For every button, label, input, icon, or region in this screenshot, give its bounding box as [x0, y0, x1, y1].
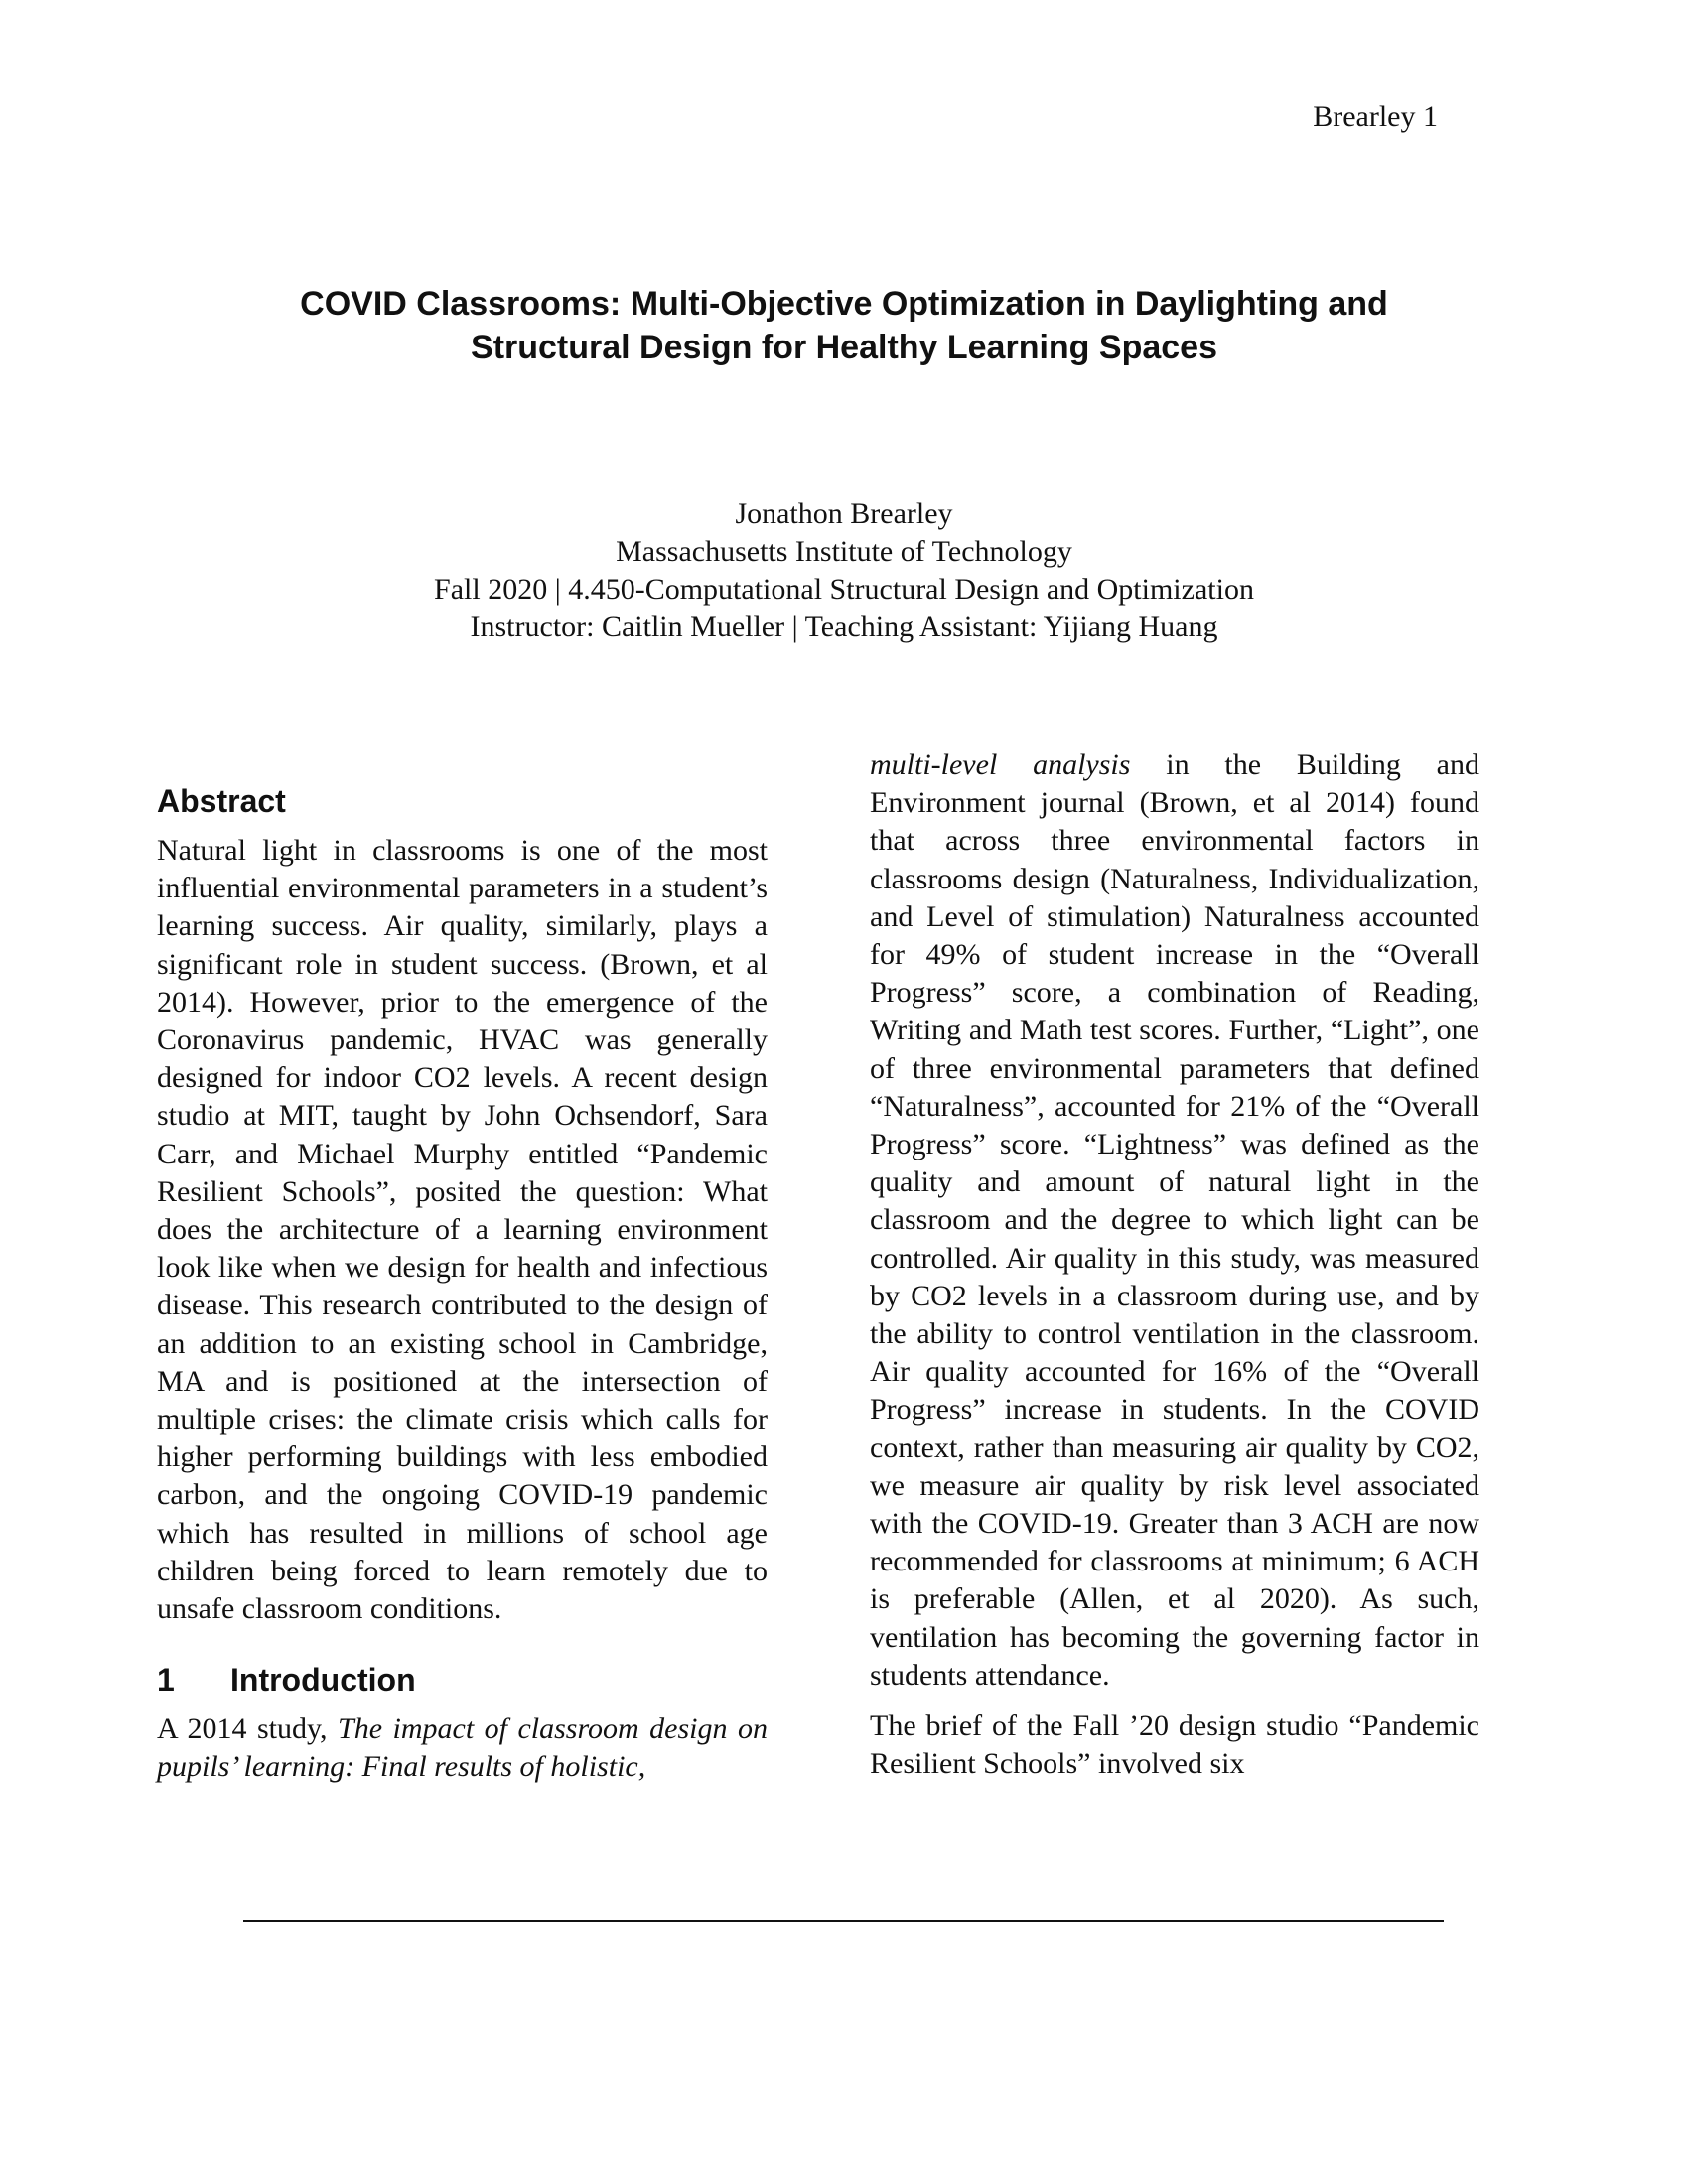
- introduction-paragraph-start: [157, 1710, 768, 1786]
- right-column: [870, 747, 1479, 1783]
- abstract-heading: Abstract: [157, 783, 286, 819]
- section-title: Introduction: [230, 1662, 416, 1699]
- paper-title: [149, 282, 1539, 369]
- author-institution: Massachusetts Institute of Technology: [616, 535, 1072, 568]
- intro-body-text: in the Building and Environment journal (Brown, et al 2014) found that across three environmental factors in classrooms design (Naturalness, Individualization, and Level of stimulation) Naturalness accounted for 49% of student increase in the “Overall Progress” score, a combination of Reading, Writing and Math test scores. Further, “Light”, one of three environmental parameters that defined “Naturalness”, accounted for 21% of the “Overall Progress” score. “Lightness” was defined as the quality and amount of natural light in the classroom and the degree to which light can be controlled. Air quality in this study, was measured by CO2 levels in a classroom during use, and by the ability to control ventilation in the classroom. Air quality accounted for 16% of the “Overall Progress” increase in students. In the COVID context, rather than measuring air quality by CO2, we measure air quality by risk level associated with the COVID-19. Greater than 3 ACH are now recommended for classrooms at minimum; 6 ACH is preferable (Allen, et al 2020). As such, ventilation has becoming the governing factor in students attendance.: [870, 749, 1479, 1692]
- section-number: 1: [157, 1662, 175, 1699]
- author-block: [149, 495, 1539, 646]
- course-info: Fall 2020 | 4.450-Computational Structural Design and Optimization: [434, 573, 1254, 606]
- abstract-text: Natural light in classrooms is one of the most influential environmental parameters in a student’s learning success. Air quality, similarly, plays a significant role in student success. (Brown, et al 2014). However, prior to the emergence of the Coronavirus pandemic, HVAC was generally designed for indoor CO2 levels. A recent design studio at MIT, taught by John Ochsendorf, Sara Carr, and Michael Murphy entitled “Pandemic Resilient Schools”, posited the question: What does the architecture of a learning environment look like when we design for health and infectious disease. This research contributed to the design of an addition to an existing school in Cambridge, MA and is positioned at the intersection of multiple crises: the climate crisis which calls for higher performing buildings with less embodied carbon, and the ongoing COVID-19 pandemic which has resulted in millions of school age children being forced to learn remotely due to unsafe classroom conditions.: [157, 834, 768, 1626]
- title-line-1: COVID Classrooms: Multi-Objective Optimization in Daylighting and: [300, 285, 1388, 323]
- study-title-continued: multi-level analysis: [870, 749, 1131, 781]
- author-name: Jonathon Brearley: [735, 497, 953, 530]
- left-column: [157, 747, 768, 1787]
- running-head: Brearley 1: [1313, 100, 1438, 133]
- instructor-info: Instructor: Caitlin Mueller | Teaching Assistant: Yijiang Huang: [470, 611, 1218, 643]
- introduction-paragraph-continued: [870, 747, 1479, 1695]
- introduction-heading: [157, 1660, 768, 1700]
- title-line-2: Structural Design for Healthy Learning Spaces: [471, 329, 1217, 366]
- study-title: The impact of classroom design on pupils’ learning: Final results of holistic,: [157, 1712, 768, 1784]
- footnote-separator: [243, 1920, 1444, 1922]
- introduction-paragraph-2: The brief of the Fall ’20 design studio “Pandemic Resilient Schools” involved six: [870, 1709, 1479, 1781]
- intro-lead-text: A 2014 study,: [157, 1712, 339, 1746]
